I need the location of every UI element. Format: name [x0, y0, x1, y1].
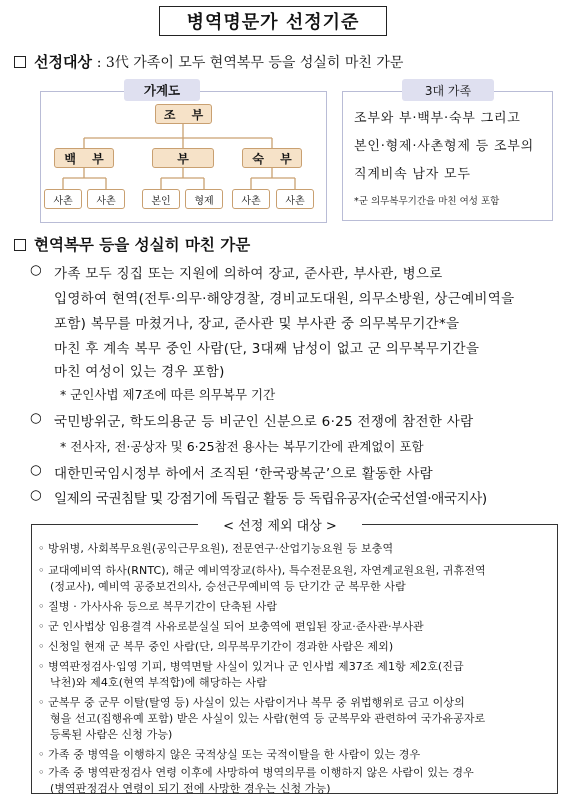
item4-line: 일제의 국권침탈 및 강점기에 독립군 활동 등 독립유공자(순국선열·애국지사) [54, 491, 487, 507]
three-gen-line: 본인·형제·사촌형제 등 조부의 [354, 139, 535, 154]
tree-leaf-cousin: 사촌 [87, 189, 125, 209]
exclusion-item-cont: 낙천)와 제4호(현역 부적합)에 해당하는 사람 [50, 676, 267, 689]
section1-heading: 선정대상 [34, 53, 92, 71]
three-gen-label: 3대 가족 [402, 79, 494, 101]
family-tree-label: 가계도 [124, 79, 200, 101]
tree-leaf-cousin: 사촌 [232, 189, 270, 209]
section2-header [14, 233, 250, 255]
exclusion-item: ◦ 군 인사법상 임용결격 사유로분실실 되어 보충역에 편입된 장교·준사관·부사관 [38, 620, 424, 633]
item1-line: 마친 후 계속 복무 중인 사람(단, 3대째 남성이 없고 군 의무복무기간을 [54, 341, 480, 357]
tree-leaf-self: 본인 [142, 189, 180, 209]
item1-note: * 군인사법 제7조에 따른 의무복무 기간 [60, 387, 276, 402]
item1-line: 포함) 복무를 마쳤거나, 장교, 준사관 및 부사관 중 의무복무기간*을 [54, 316, 460, 332]
section1-header [14, 51, 403, 72]
item1-line: 마친 여성이 있는 경우 포함) [54, 364, 225, 380]
circle-bullet-icon: ○ [30, 262, 43, 278]
three-gen-note: *군 의무복무기간을 마친 여성 포함 [354, 196, 500, 207]
tree-leaf-cousin: 사촌 [276, 189, 314, 209]
exclusion-item: ◦ 가족 중 병역판정검사 연령 이후에 사망하여 병역의무를 이행하지 않은 사람이 있는 경우 [38, 766, 474, 779]
exclusion-item-cont: (병역판정검사 연령이 되기 전에 사망한 경우는 신청 가능) [50, 782, 331, 795]
exclusion-item-cont: (정교사), 예비역 공중보건의사, 승선근무예비역 등 단기간 군 복무한 사람 [50, 580, 406, 593]
section1-text: : 3代 가족이 모두 현역복무 등을 성실히 마친 가문 [96, 55, 404, 71]
checkbox-square-icon [14, 56, 26, 68]
item1-line: 가족 모두 징집 또는 지원에 의하여 장교, 준사관, 부사관, 병으로 [54, 266, 443, 282]
exclusion-item: ◦ 교대예비역 하사(RNTC), 해군 예비역장교(하사), 특수전문요원, 자연계교원요원, 귀휴전역 [38, 564, 486, 577]
exclusion-item-cont: 등록된 사람은 신청 가능) [50, 728, 173, 741]
exclusion-item: ◦ 가족 중 병역을 이행하지 않은 국적상실 또는 국적이탈을 한 사람이 있는 경우 [38, 748, 421, 761]
section2-heading: 현역복무 등을 성실히 마친 가문 [34, 236, 251, 254]
tree-node-father: 부 [152, 148, 214, 168]
circle-bullet-icon: ○ [30, 462, 43, 478]
item2-line: 국민방위군, 학도의용군 등 비군인 신분으로 6·25 전쟁에 참전한 사람 [54, 414, 474, 430]
exclusion-item: ◦ 방위병, 사회복무요원(공익근무요원), 전문연구·산업기능요원 등 보충역 [38, 542, 394, 555]
tree-leaf-brother: 형제 [185, 189, 223, 209]
exclusion-item: ◦ 병역판정검사·입영 기피, 병역면탈 사실이 있거나 군 인사법 제37조 제1항 제2호(진급 [38, 660, 464, 673]
tree-node-uncle-elder: 백 부 [54, 148, 114, 168]
item2-note: * 전사자, 전·공상자 및 6·25참전 용사는 복무기간에 관계없이 포함 [60, 439, 424, 454]
circle-bullet-icon: ○ [30, 487, 43, 503]
exclusion-item: ◦ 신청일 현재 군 복무 중인 사람(단, 의무복무기간이 경과한 사람은 제외) [38, 640, 394, 653]
page-title: 병역명문가 선정기준 [159, 6, 387, 36]
item1-line: 입영하여 현역(전투·의무·해양경찰, 경비교도대원, 의무소방원, 상근예비역을 [54, 291, 515, 307]
three-gen-line: 직계비속 남자 모두 [354, 167, 471, 182]
tree-leaf-cousin: 사촌 [44, 189, 82, 209]
exclusion-title: < 선정 제외 대상 > [198, 514, 362, 534]
three-gen-line: 조부와 부·백부·숙부 그리고 [354, 111, 521, 126]
circle-bullet-icon: ○ [30, 410, 43, 426]
exclusion-item: ◦ 질병 · 가사사유 등으로 복무기간이 단축된 사람 [38, 600, 278, 613]
checkbox-square-icon [14, 239, 26, 251]
tree-node-grandfather: 조 부 [155, 104, 212, 124]
exclusion-item: ◦ 군복무 중 군무 이탈(탈영 등) 사실이 있는 사람이거나 복무 중 위법행위로 금고 이상의 [38, 696, 465, 709]
exclusion-item-cont: 형을 선고(집행유예 포함) 받은 사실이 있는 사람(현역 등 군복무와 관련하여 국가유공자로 [50, 712, 486, 725]
item3-line: 대한민국임시정부 하에서 조직된 ‘한국광복군’으로 활동한 사람 [54, 466, 434, 482]
tree-node-uncle-younger: 숙 부 [242, 148, 302, 168]
